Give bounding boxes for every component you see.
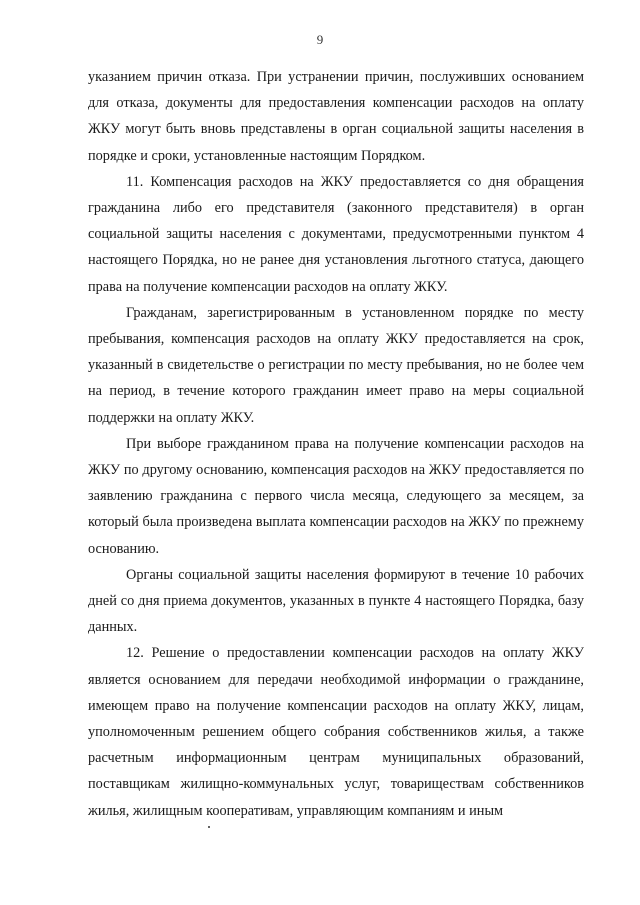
paragraph-clause-12: 12. Решение о предоставлении компенсации расходов на оплату ЖКУ является основанием для передачи необходимой информации о гражданине, имеющем право на получение компенсации расходов на оплату ЖКУ, лицам, уполномоченным решением общего собрания собственников жилья, а также расчетным информационным центрам муниципальных образований, поставщикам жилищно-коммунальных услуг, товариществам собственников жилья, жилищным кооперативам, управляющим компаниям и иным bbox=[88, 645, 584, 819]
paragraph-clause-11: 11. Компенсация расходов на ЖКУ предоставляется со дня обращения гражданина либо его представителя (законного представителя) в орган социальной защиты населения с документами, предусмотренными пунктом 4 настоящего Порядка, но не ранее дня установления льготного статуса, дающего права на получение компенсации расходов на оплату ЖКУ. bbox=[88, 173, 584, 295]
paragraph-database: Органы социальной защиты населения формируют в течение 10 рабочих дней со дня приема документов, указанных в пункте 4 настоящего Порядка, базу данных. bbox=[88, 566, 584, 636]
page-number: 9 bbox=[316, 32, 324, 47]
scan-speck bbox=[208, 826, 210, 828]
paragraph-other-basis: При выборе гражданином права на получение компенсации расходов на ЖКУ по другому основанию, компенсация расходов на ЖКУ предоставляется по заявлению гражданина с первого числа месяца, следующего за месяцем, за который была произведена выплата компенсации расходов на ЖКУ по прежнему основанию. bbox=[88, 435, 584, 557]
document-body bbox=[88, 64, 584, 824]
paragraph-refusal-continuation: указанием причин отказа. При устранении причин, послуживших основанием для отказа, документы для предоставления компенсации расходов на оплату ЖКУ могут быть вновь представлены в орган социальной защиты населения в порядке и сроки, установленные настоящим Порядком. bbox=[88, 69, 584, 164]
paragraph-temporary-registration: Гражданам, зарегистрированным в установленном порядке по месту пребывания, компенсация расходов на оплату ЖКУ предоставляется на срок, указанный в свидетельстве о регистрации по месту пребывания, но не более чем на период, в течение которого гражданин имеет право на меры социальной поддержки на оплату ЖКУ. bbox=[88, 304, 584, 426]
